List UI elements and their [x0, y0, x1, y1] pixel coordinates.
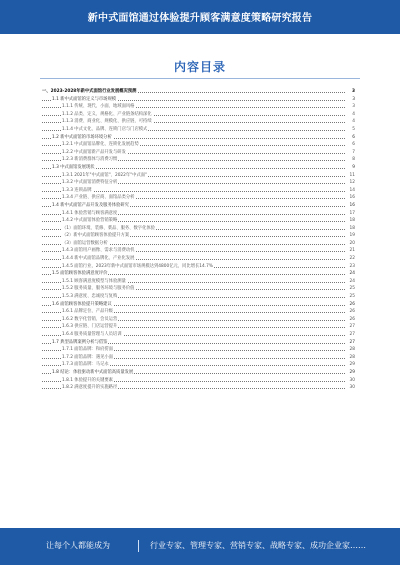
toc-entry-text: （3）面馆运营数据分析 — [62, 240, 108, 246]
toc-page-number: 16 — [345, 194, 355, 202]
toc-page-number: 30 — [345, 377, 355, 385]
footer-slogan-right: 行业专家、管理专家、营销专家、战略专家、成功企业家…… — [150, 541, 366, 550]
toc-page-number: 3 — [345, 88, 355, 96]
toc-entry-text: （2）新中式面馆顾客体验提升方案 — [62, 233, 130, 239]
toc-entry[interactable] — [42, 278, 355, 286]
toc-entry-text: 1.3 中式面馆发展现状 — [52, 164, 95, 170]
toc-page-number: 27 — [345, 339, 355, 347]
toc-entry-text: 1.2.2 中式面馆新产品开发与研发 — [62, 149, 126, 155]
toc-entry[interactable] — [42, 149, 355, 157]
toc-entry[interactable] — [42, 88, 355, 96]
toc-entry[interactable] — [42, 232, 355, 240]
toc-page-number: 18 — [345, 225, 355, 233]
toc-entry[interactable] — [42, 164, 355, 172]
toc-entry[interactable] — [42, 96, 355, 104]
toc-page-number: 16 — [345, 202, 355, 210]
toc-page-number: 27 — [345, 323, 355, 331]
toc-entry-text: 1.7.1 面馆品牌：和府捞面 — [62, 347, 113, 353]
toc-page-number: 24 — [345, 270, 355, 278]
toc-entry[interactable] — [42, 118, 355, 126]
toc-entry-text: 1.4.3 面馆用户画像、需求与消费动机 — [62, 248, 135, 254]
toc-entry[interactable] — [42, 172, 355, 180]
toc-entry[interactable] — [42, 217, 355, 225]
toc-page-number: 3 — [345, 103, 355, 111]
toc-entry-text: 1.2 新中式面馆的市场环境分析 — [52, 134, 112, 140]
toc-page-number: 26 — [345, 316, 355, 324]
toc-page-number: 24 — [345, 278, 355, 286]
toc-entry[interactable] — [42, 316, 355, 324]
toc-entry-text: 1.6.1 品牌定位、产品升级 — [62, 309, 113, 315]
toc-page-number: 27 — [345, 331, 355, 339]
toc-entry[interactable] — [42, 263, 355, 271]
toc-page-number: 18 — [345, 217, 355, 225]
toc-page-number: 4 — [345, 111, 355, 119]
toc-entry-text: 1.3.1 2021年"中式面馆"、2022年"中式面" — [62, 172, 148, 178]
toc-entry[interactable] — [42, 210, 355, 218]
toc-entry-text: 1.2.1 中式面馆品牌化、连锁化发展趋势 — [62, 142, 139, 148]
toc-page-number: 21 — [345, 247, 355, 255]
toc-page-number: 7 — [345, 149, 355, 157]
toc-entry[interactable] — [42, 369, 355, 377]
toc-entry-text: 1.8 结论：体验驱动新中式面馆高质量发展 — [52, 369, 134, 375]
toc-entry[interactable] — [42, 225, 355, 233]
toc-entry-text: 1.1.2 品类、定义、规格化、产业链条结构深化 — [62, 111, 152, 117]
toc-page-number: 28 — [345, 346, 355, 354]
toc-page-number: 23 — [345, 263, 355, 271]
toc-entry[interactable] — [42, 126, 355, 134]
toc-entry[interactable] — [42, 331, 355, 339]
toc-page-number: 29 — [345, 361, 355, 369]
toc-page-number: 25 — [345, 293, 355, 301]
toc-entry[interactable] — [42, 377, 355, 385]
toc-page-number: 6 — [345, 134, 355, 142]
toc-entry[interactable] — [42, 339, 355, 347]
toc-entry-text: 一、2023-2028年新中式面馆行业发展概况预测 — [42, 89, 137, 94]
toc-page-number: 11 — [345, 172, 355, 180]
toc-entry-text: 1.4.5 面馆行业，2023年新中式面馆市场规模达到4800亿元，同比增长14.7% — [62, 263, 213, 269]
toc-entry[interactable] — [42, 156, 355, 164]
toc-entry[interactable] — [42, 240, 355, 248]
toc-entry[interactable] — [42, 179, 355, 187]
table-of-contents — [42, 88, 355, 392]
toc-entry-text: 1.7 典型品牌案例分析与借鉴 — [52, 339, 108, 345]
toc-entry-text: 1.5.1 顾客满意度模型与体验测量 — [62, 278, 126, 284]
toc-entry-text: 1.8.1 体验提升的关键要素 — [62, 377, 113, 383]
toc-entry-text: 1.6 面馆顾客体验提升策略建议 — [52, 301, 112, 307]
toc-entry-text: 1.5.3 满意度、忠诚度与复购 — [62, 294, 118, 300]
toc-page-number: 14 — [345, 187, 355, 195]
toc-entry-text: 1.4.2 中式面馆体验营销策略 — [62, 218, 118, 224]
report-title: 新中式面馆通过体验提升顾客满意度策略研究报告 — [87, 13, 313, 24]
toc-entry-text: 1.5 面馆顾客体验满意度评价 — [52, 271, 108, 277]
toc-page-number: 12 — [345, 179, 355, 187]
toc-title: 内容目录 — [173, 60, 226, 74]
toc-page-number: 3 — [345, 96, 355, 104]
footer-slogan-left: 让每个人都能成为 — [46, 541, 110, 550]
toc-page-number: 6 — [345, 141, 355, 149]
toc-page-number: 26 — [345, 308, 355, 316]
toc-entry-text: 1.4 新中式面馆产品开发及服务体验研究 — [52, 202, 129, 208]
toc-entry-text: 1.4.4 新中式面馆品牌化、产业化发展 — [62, 256, 135, 262]
toc-entry-text: 1.5.2 服务质量、服务环境与服务价值 — [62, 286, 135, 292]
toc-entry[interactable] — [42, 384, 355, 392]
toc-entry[interactable] — [42, 361, 355, 369]
toc-entry[interactable] — [42, 134, 355, 142]
toc-page-number: 25 — [345, 285, 355, 293]
toc-entry-text: 1.7.3 面馆品牌：马记永 — [62, 362, 109, 368]
toc-page-number: 17 — [345, 210, 355, 218]
toc-entry-text: 1.6.2 数字化营销、会员运营 — [62, 316, 118, 322]
toc-entry-text: 1.1.4 中式文化、品牌、连锁门店与门店模式 — [62, 126, 148, 132]
toc-entry-text: 1.3.4 产业链、供应商、面馆品类分析 — [62, 195, 135, 201]
toc-entry[interactable] — [42, 202, 355, 210]
toc-entry[interactable] — [42, 301, 355, 309]
toc-entry[interactable] — [42, 346, 355, 354]
toc-entry-text: 1.1 新中式面馆的定义与市场规模 — [52, 96, 117, 102]
toc-divider — [40, 78, 360, 79]
toc-entry-text: 1.1.3 消费、商业化、规模化、供应链、可持续 — [62, 119, 152, 125]
toc-page-number: 29 — [345, 369, 355, 377]
toc-entry-text: 1.1.1 传统、现代、小面、地域面风格 — [62, 104, 135, 110]
toc-entry[interactable] — [42, 270, 355, 278]
toc-entry[interactable] — [42, 103, 355, 111]
footer-separator — [138, 540, 139, 552]
toc-entry-text: （1）面馆环境、装修、菜品、服务、数字化体验 — [62, 225, 155, 231]
toc-entry[interactable] — [42, 308, 355, 316]
toc-entry[interactable] — [42, 293, 355, 301]
toc-entry-text: 1.6.3 供应链、门店运营提升 — [62, 324, 118, 330]
toc-page-number: 28 — [345, 354, 355, 362]
toc-page-number: 4 — [345, 118, 355, 126]
toc-page-number: 19 — [345, 232, 355, 240]
toc-entry[interactable] — [42, 354, 355, 362]
toc-page-number: 26 — [345, 301, 355, 309]
report-header-bar — [0, 0, 400, 34]
footer-bar — [0, 528, 400, 565]
toc-entry-text: 1.2.3 新消费群体与消费习惯 — [62, 157, 118, 163]
toc-entry-text: 1.8.2 满意度提升的实施路径 — [62, 385, 118, 391]
toc-entry-text: 1.3.2 中式面馆消费特征分析 — [62, 180, 118, 186]
toc-page-number: 20 — [345, 240, 355, 248]
toc-entry[interactable] — [42, 141, 355, 149]
toc-entry[interactable] — [42, 187, 355, 195]
toc-entry[interactable] — [42, 323, 355, 331]
toc-entry[interactable] — [42, 285, 355, 293]
toc-entry-text: 1.7.2 面馆品牌：遇见小面 — [62, 354, 113, 360]
toc-entry[interactable] — [42, 247, 355, 255]
toc-entry-text: 1.3.3 连锁品牌 — [62, 187, 92, 193]
toc-entry[interactable] — [42, 255, 355, 263]
toc-page-number: 22 — [345, 255, 355, 263]
toc-entry-text: 1.4.1 体验营销与顾客满意度 — [62, 210, 118, 216]
toc-entry-text: 1.6.4 服务质量管理与人员培训 — [62, 332, 122, 337]
toc-entry[interactable] — [42, 111, 355, 119]
toc-page-number: 30 — [345, 384, 355, 392]
toc-page-number: 8 — [345, 156, 355, 164]
toc-page-number: 5 — [345, 126, 355, 134]
toc-entry[interactable] — [42, 194, 355, 202]
toc-page-number: 9 — [345, 164, 355, 172]
